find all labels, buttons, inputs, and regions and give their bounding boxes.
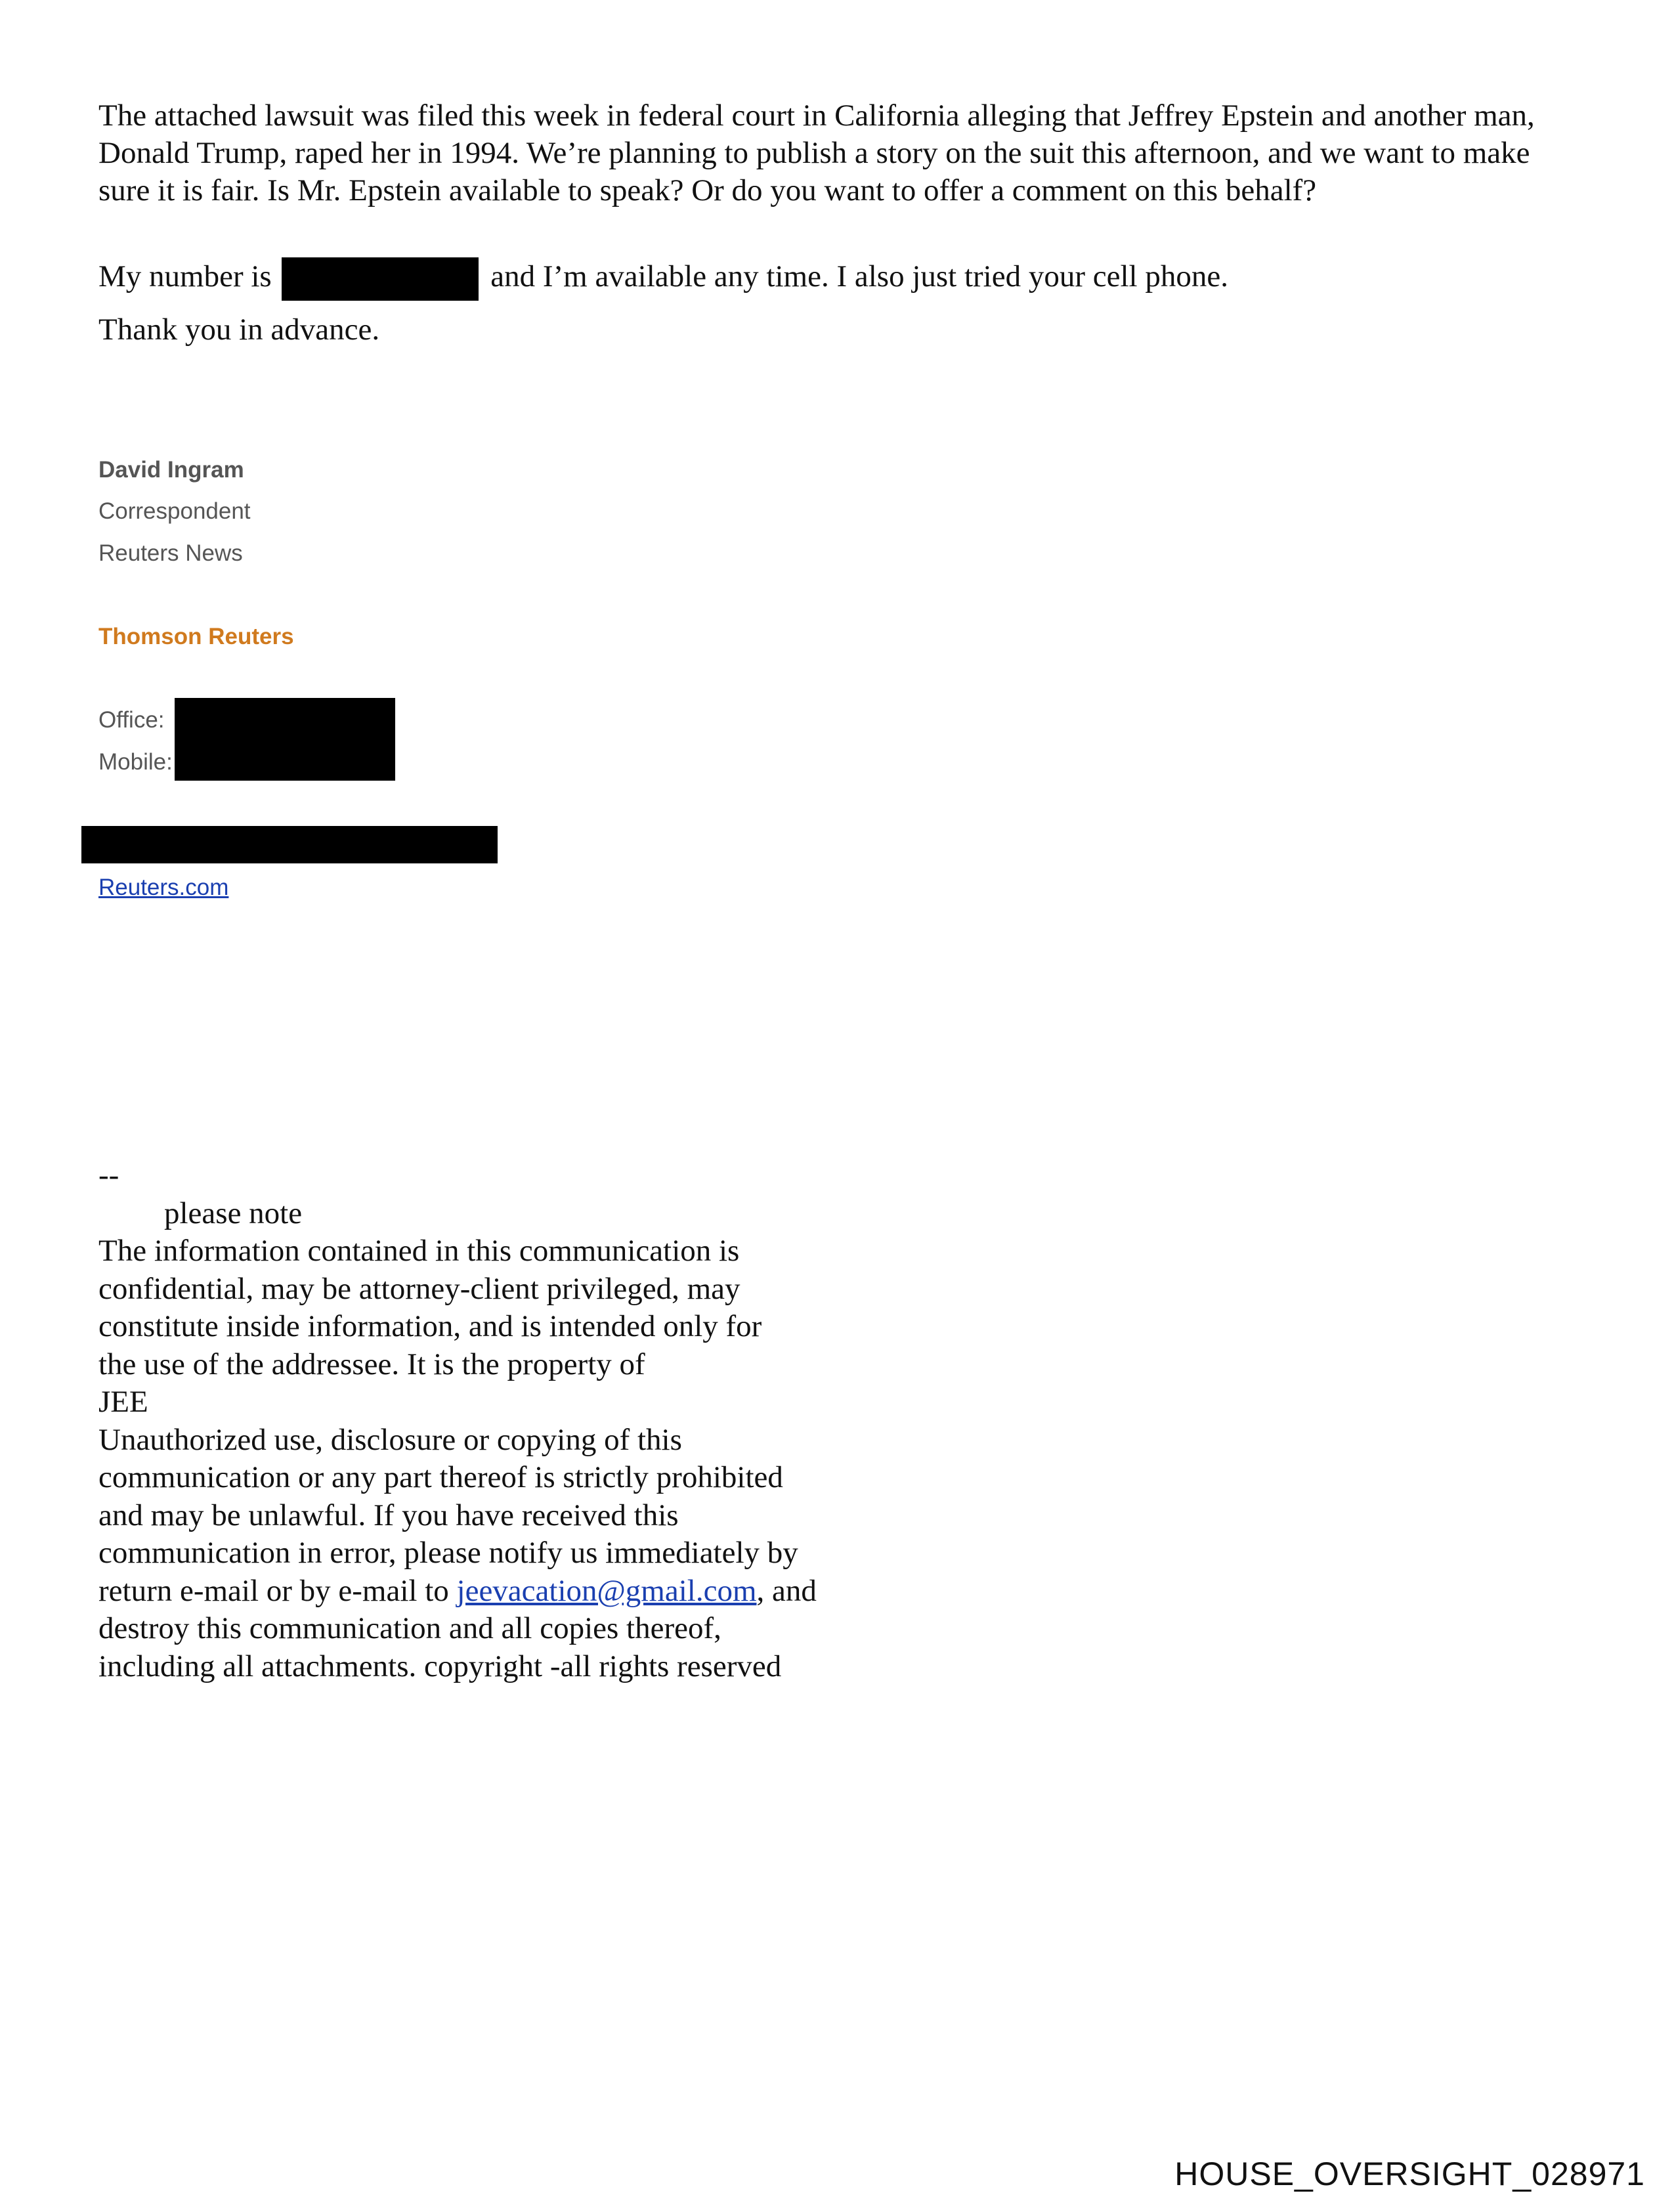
reuters-website-link[interactable]: Reuters.com [98, 875, 229, 900]
disclaimer-line: including all attachments. copyright -all rights reserved [98, 1649, 782, 1683]
message-paragraph: The attached lawsuit was filed this week in federal court in California alleging that Jeffrey Epstein and another man, Donald Trump, raped her in 1994. We’re planning to publish a story on the suit this afternoon, and we want to make sure it is fair. Is Mr. Epstein available to speak? Or do you want to offer a comment on this behalf? [98, 98, 1535, 207]
mobile-label: Mobile: [98, 749, 173, 775]
disclaimer-line: communication or any part thereof is strictly prohibited [98, 1460, 783, 1494]
office-label: Office: [98, 707, 165, 733]
disclaimer-line: JEE [98, 1385, 148, 1419]
bates-number: HOUSE_OVERSIGHT_028971 [1174, 2156, 1645, 2192]
disclaimer-line: Unauthorized use, disclosure or copying of this [98, 1422, 682, 1457]
redacted-phone-number [282, 257, 479, 301]
disclaimer-email-line [98, 1572, 952, 1611]
redacted-phone-block [175, 698, 395, 781]
number-suffix: and I’m available any time. I also just tried your cell phone. [490, 259, 1228, 293]
signature-org: Reuters News [98, 540, 243, 566]
brand-name: Thomson Reuters [98, 624, 294, 649]
contact-email-link[interactable]: jeevacation@gmail.com [456, 1573, 757, 1608]
email-prefix: return e-mail or by e-mail to [98, 1573, 457, 1608]
closing-line: Thank you in advance. [98, 313, 380, 347]
signature-title: Correspondent [98, 498, 251, 524]
disclaimer-line: the use of the addressee. It is the property of [98, 1347, 645, 1381]
disclaimer-line: communication in error, please notify us immediately by [98, 1536, 798, 1570]
disclaimer-line: The information contained in this communication is [98, 1234, 740, 1268]
disclaimer-line: confidential, may be attorney-client privileged, may [98, 1271, 740, 1306]
number-prefix: My number is [98, 259, 272, 293]
phone-number-line [98, 257, 1576, 301]
disclaimer-separator: -- [98, 1158, 119, 1192]
disclaimer-line: destroy this communication and all copies thereof, [98, 1611, 721, 1645]
disclaimer-heading: please note [164, 1196, 303, 1230]
disclaimer-block [98, 1157, 952, 1685]
redacted-email-block [81, 826, 498, 863]
disclaimer-line: constitute inside information, and is intended only for [98, 1309, 762, 1343]
signature-name: David Ingram [98, 457, 244, 483]
disclaimer-line: and may be unlawful. If you have received this [98, 1498, 679, 1532]
email-suffix: , and [756, 1573, 817, 1608]
